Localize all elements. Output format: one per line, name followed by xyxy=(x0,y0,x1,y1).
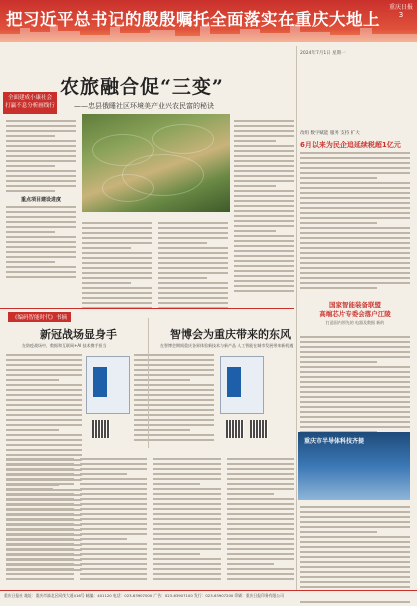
book-right-title: 智博会为重庆带来的东风 xyxy=(170,328,291,341)
left-column-text xyxy=(6,120,76,281)
section-divider xyxy=(0,308,294,309)
mid-column-text xyxy=(82,222,152,312)
lower-col-3 xyxy=(6,458,294,583)
book-cover-left xyxy=(86,356,130,414)
right-headline: 6月以来为民企追延续税超1亿元 xyxy=(300,141,401,149)
book-cover-right xyxy=(220,356,264,414)
mid2-column-text xyxy=(158,222,228,312)
banner xyxy=(0,0,417,42)
footer: 重庆日报社 地址：重庆市渝北区同茂大道416号 邮编：401120 电话：023-63907000 广告：023-63907100 发行：023-63907200 印刷：重庆日报印务有限公司 xyxy=(0,590,417,600)
book-left-title: 新冠战场显身手 xyxy=(40,328,117,341)
right-col-c-text xyxy=(300,336,410,436)
right-col-b-text xyxy=(300,152,410,292)
right-box-subtitle: 打造国内领先的 电器及数据 新的 xyxy=(325,320,385,325)
qr-code-right-1 xyxy=(226,420,244,438)
column-rule xyxy=(296,46,297,590)
right-col-a-text xyxy=(234,120,294,295)
lead-subtitle: ——忠县俄睡社区环境美产业兴农民富的秘诀 xyxy=(74,102,214,110)
qr-code-right-2 xyxy=(250,420,268,438)
lead-photo xyxy=(82,114,230,212)
section-label: 《编码智能时代》书摘 xyxy=(8,312,71,322)
lead-title: 农旅融合促“三变” xyxy=(60,76,224,98)
qr-code-left xyxy=(92,420,110,438)
banner-title: 把习近平总书记的殷殷嘱托全面落实在重庆大地上 xyxy=(6,10,380,29)
page-number: 3 xyxy=(398,11,404,19)
book-left-subtitle: 在防疫战场中，数据和互联网+AI 技术携手担当 xyxy=(22,343,107,348)
right-box-heading xyxy=(300,300,410,326)
right-kicker: 改组 数字赋能 服务 支持 扩大 xyxy=(300,131,360,136)
masthead-logo: 重庆日报 xyxy=(389,4,414,11)
right-photo-caption: 重庆市半导体科技齐提 xyxy=(304,438,365,445)
column-rule xyxy=(148,318,149,448)
masthead xyxy=(389,4,413,34)
book-right-subtitle: 在智博会期间重庆各界体验新技术与新产品 人工智能在城市发展带来新机遇 xyxy=(160,343,294,348)
right-box-title-2: 高端芯片专委会落户江陵 xyxy=(319,310,391,318)
special-badge: 全面建成小康社会 打赢不息分析画线行 xyxy=(3,92,57,114)
right-photo xyxy=(298,432,410,500)
dateline: 2024年7月1日 星期一 xyxy=(300,51,346,56)
lower-col-2 xyxy=(134,354,214,444)
left-subhead: 重点项目建设进度 xyxy=(20,197,61,203)
right-box-title-1: 国家智能装备联盟 xyxy=(329,301,381,309)
